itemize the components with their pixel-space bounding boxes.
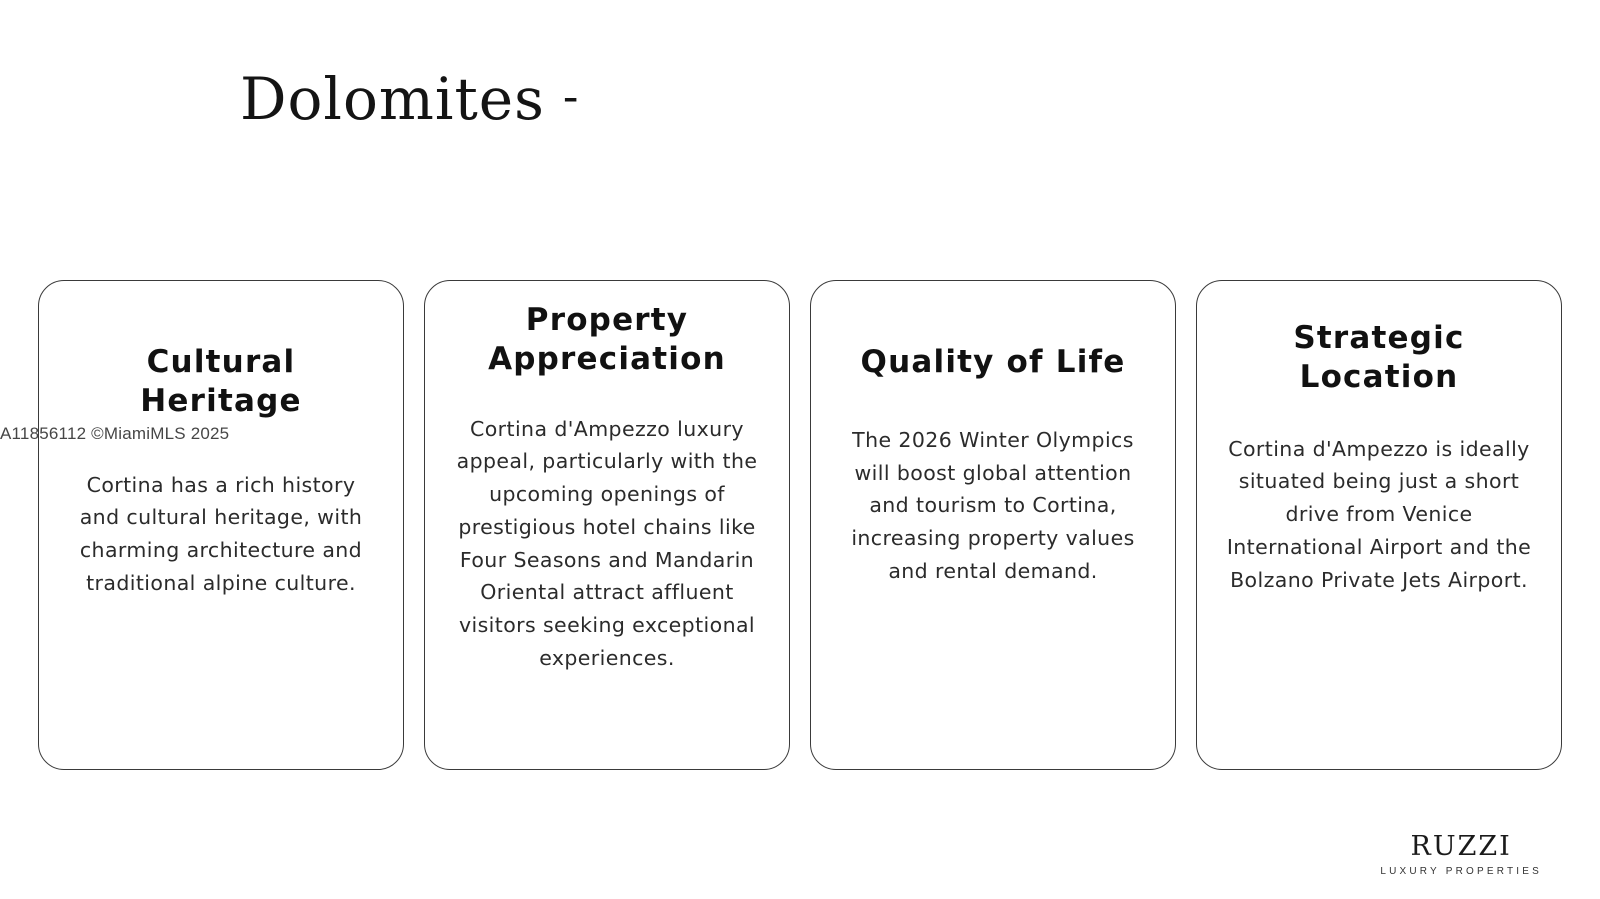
card-body: The 2026 Winter Olympics will boost global attention and tourism to Cortina, increasing property values and rental demand. [851, 427, 1135, 583]
card-body: Cortina d'Ampezzo luxury appeal, particularly with the upcoming openings of prestigious hotel chains like Four Seasons and Mandarin Oriental attract affluent visitors seeking exceptional experiences. [456, 416, 758, 671]
brand-logo [1380, 832, 1542, 877]
card-title: Strategic Location [1293, 320, 1465, 395]
card-title: Property Appreciation [488, 302, 726, 377]
brand-name: RUZZI [1410, 831, 1512, 863]
feature-card [1196, 280, 1562, 770]
card-title: Quality of Life [860, 344, 1126, 380]
card-body: Cortina has a rich history and cultural heritage, with charming architecture and traditional alpine culture. [79, 472, 363, 595]
title-dash: - [562, 69, 579, 123]
feature-card [810, 280, 1176, 770]
page-title: Dolomites [240, 65, 545, 133]
slide-title-block [240, 65, 579, 133]
card-body: Cortina d'Ampezzo is ideally situated being just a short drive from Venice International Airport and the Bolzano Private Jets Airport. [1226, 436, 1532, 592]
brand-tagline: LUXURY PROPERTIES [1380, 866, 1542, 877]
feature-card-list [38, 280, 1562, 770]
watermark-text: A11856112 ©MiamiMLS 2025 [0, 424, 230, 443]
feature-card [424, 280, 790, 770]
card-title: Cultural Heritage [140, 344, 302, 419]
feature-card [38, 280, 404, 770]
